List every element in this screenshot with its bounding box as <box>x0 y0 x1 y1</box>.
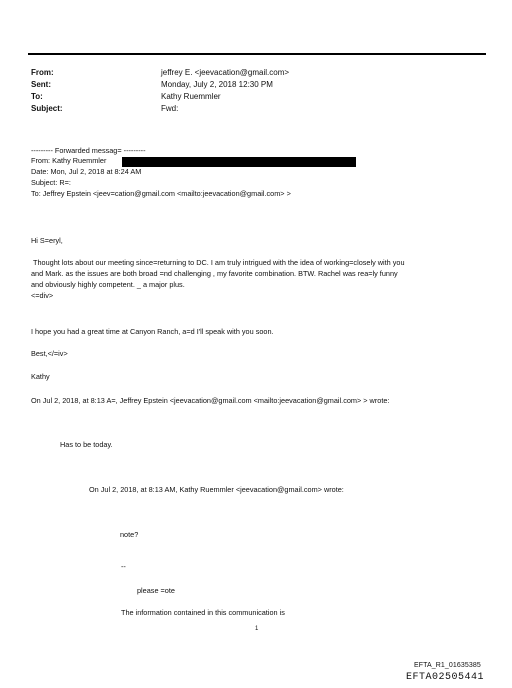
sent-value: Monday, July 2, 2018 12:30 PM <box>161 80 273 89</box>
forwarded-date: Date: Mon, Jul 2, 2018 at 8:24 AM <box>31 167 142 176</box>
para2: I hope you had a great time at Canyon Ranch, a=d I'll speak with you soon. <box>31 327 274 336</box>
forwarded-divider: --------- Forwarded messag= --------- <box>31 146 146 155</box>
info-line: The information contained in this communication is <box>121 608 285 617</box>
quote1-header: On Jul 2, 2018, at 8:13 A=, Jeffrey Epstein <jeevacation@gmail.com <mailto:jeevacation@gmail.com> > wrote: <box>31 396 390 405</box>
forwarded-to: To: Jeffrey Epstein <jeev=cation@gmail.com <mailto:jeevacation@gmail.com> > <box>31 189 291 198</box>
efta-ref-1: EFTA_R1_01635385 <box>414 662 481 669</box>
from-value: jeffrey E. <jeevacation@gmail.com> <box>161 68 290 77</box>
para1-line3: and obviously highly competent. _ a major plus. <box>31 280 185 289</box>
forwarded-from: From: Kathy Ruemmler <box>31 156 107 165</box>
greeting: Hi S=eryl, <box>31 236 63 245</box>
to-value: Kathy Ruemmler <box>161 92 221 101</box>
para1-line2: and Mark. as the issues are both broad =nd challenging , my favorite combination. BTW. Rachel was rea=ly funny <box>31 269 398 278</box>
efta-ref-2: EFTA02505441 <box>406 672 485 683</box>
from-label: From: <box>31 68 54 77</box>
subject-label: Subject: <box>31 104 63 113</box>
para1-line4: <=div> <box>31 291 54 300</box>
quote1-text: Has to be today. <box>60 440 113 449</box>
please-note: please =ote <box>137 586 175 595</box>
quote2-header: On Jul 2, 2018, at 8:13 AM, Kathy Ruemmler <jeevacation@gmail.com> wrote: <box>89 485 344 494</box>
page-number: 1 <box>255 626 259 632</box>
quote2-text: note? <box>120 530 139 539</box>
subject-value: Fwd: <box>161 104 179 113</box>
dash-separator: -- <box>121 562 126 571</box>
to-label: To: <box>31 92 43 101</box>
closing: Best,</=iv> <box>31 349 68 358</box>
forwarded-subject: Subject: R=: <box>31 178 71 187</box>
redaction-bar <box>122 157 356 167</box>
header-rule <box>28 53 486 55</box>
signature: Kathy <box>31 372 50 381</box>
sent-label: Sent: <box>31 80 51 89</box>
para1-line1: Thought lots about our meeting since=returning to DC. I am truly intrigued with the idea of working=closely with you <box>33 258 405 267</box>
